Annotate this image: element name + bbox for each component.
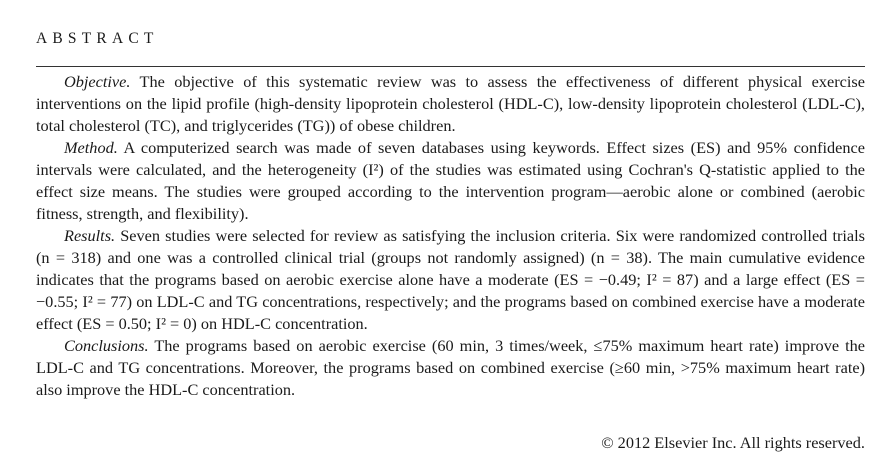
- abstract-heading: ABSTRACT: [36, 30, 159, 47]
- objective-paragraph: [36, 71, 865, 137]
- copyright-notice: © 2012 Elsevier Inc. All rights reserved.: [601, 433, 865, 452]
- conclusions-text: The programs based on aerobic exercise (60 min, 3 times/week, ≤75% maximum heart rate) improve the LDL-C and TG concentrations. Moreover, the programs based on combined exercise (≥60 min, >75% maximum heart rate) also improve the HDL-C concentration.: [36, 336, 865, 399]
- conclusions-label: Conclusions.: [64, 336, 149, 355]
- results-label: Results.: [64, 226, 116, 245]
- objective-label: Objective.: [64, 72, 131, 91]
- abstract-body: [36, 71, 865, 401]
- results-text: Seven studies were selected for review as satisfying the inclusion criteria. Six were randomized controlled trials (n = 318) and one was a controlled clinical trial (groups not randomly assigned) (n = 38). The main cumulative evidence indicates that the programs based on aerobic exercise alone have a moderate (ES = −0.49; I² = 87) and a large effect (ES = −0.55; I² = 77) on LDL-C and TG concentrations, respectively; and the programs based on combined exercise have a moderate effect (ES = 0.50; I² = 0) on HDL-C concentration.: [36, 226, 865, 333]
- results-paragraph: [36, 225, 865, 335]
- method-label: Method.: [64, 138, 118, 157]
- heading-divider: [36, 66, 865, 67]
- method-paragraph: [36, 137, 865, 225]
- method-text: A computerized search was made of seven databases using keywords. Effect sizes (ES) and 95% confidence intervals were calculated, and the heterogeneity (I²) of the studies was estimated using Cochran's Q-statistic applied to the effect size means. The studies were grouped according to the intervention program—aerobic alone or combined (aerobic fitness, strength, and flexibility).: [36, 138, 865, 223]
- objective-text: The objective of this systematic review was to assess the effectiveness of different physical exercise interventions on the lipid profile (high-density lipoprotein cholesterol (HDL-C), low-density lipoprotein cholesterol (LDL-C), total cholesterol (TC), and triglycerides (TG)) of obese children.: [36, 72, 865, 135]
- conclusions-paragraph: [36, 335, 865, 401]
